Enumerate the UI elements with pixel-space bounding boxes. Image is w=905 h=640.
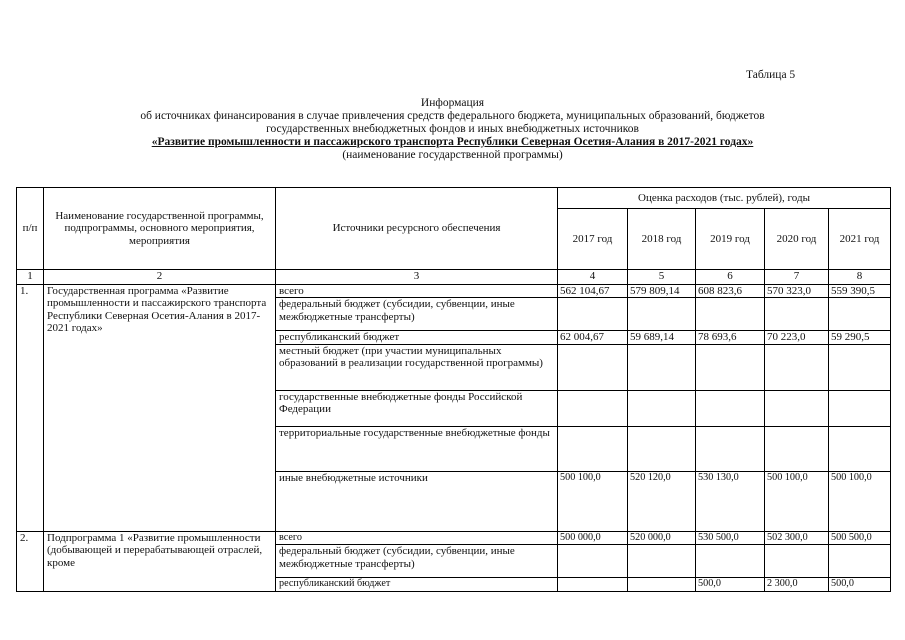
row-number: 2. xyxy=(17,531,44,591)
header-year: 2021 год xyxy=(829,209,891,270)
program-name-caption: (наименование государственной программы) xyxy=(342,149,563,161)
value-cell: 520 000,0 xyxy=(628,531,696,544)
source-cell: всего xyxy=(276,285,558,298)
value-cell: 500 000,0 xyxy=(558,531,628,544)
column-number: 5 xyxy=(628,270,696,285)
value-cell xyxy=(558,578,628,591)
value-cell xyxy=(696,344,765,390)
column-number: 4 xyxy=(558,270,628,285)
value-cell: 59 689,14 xyxy=(628,331,696,344)
value-cell: 579 809,14 xyxy=(628,285,696,298)
program-name: «Развитие промышленности и пассажирского транспорта Республики Северная Осетия-Алания в 2017-2021 годах» xyxy=(151,136,754,148)
value-cell xyxy=(628,390,696,426)
value-cell: 500,0 xyxy=(829,578,891,591)
value-cell xyxy=(765,390,829,426)
value-cell: 502 300,0 xyxy=(765,531,829,544)
row-number: 1. xyxy=(17,285,44,532)
source-cell: местный бюджет (при участии муниципальных образований в реализации государственной программы) xyxy=(276,344,558,390)
document-title: Информация xyxy=(420,97,485,109)
value-cell xyxy=(628,298,696,331)
header-row-1 xyxy=(17,188,891,209)
source-cell: иные внебюджетные источники xyxy=(276,471,558,531)
header-source: Источники ресурсного обеспечения xyxy=(276,188,558,270)
value-cell xyxy=(829,390,891,426)
financing-sources-table xyxy=(16,187,891,592)
column-number: 2 xyxy=(44,270,276,285)
value-cell xyxy=(829,426,891,471)
value-cell xyxy=(558,344,628,390)
value-cell: 559 390,5 xyxy=(829,285,891,298)
document-subtitle-line-2: государственных внебюджетных фондов и иных внебюджетных источников xyxy=(266,123,639,135)
value-cell: 500 100,0 xyxy=(765,471,829,531)
value-cell: 530 130,0 xyxy=(696,471,765,531)
value-cell xyxy=(696,426,765,471)
source-cell: республиканский бюджет xyxy=(276,578,558,591)
value-cell: 562 104,67 xyxy=(558,285,628,298)
subprogram-title: Подпрограмма 1 «Развитие промышленности (добывающей и перерабатывающей отраслей, кроме xyxy=(44,531,276,591)
value-cell xyxy=(628,545,696,578)
value-cell xyxy=(765,298,829,331)
program-title: Государственная программа «Развитие промышленности и пассажирского транспорта Республики Северная Осетия-Алания в 2017-2021 годах» xyxy=(44,285,276,532)
value-cell xyxy=(765,344,829,390)
source-cell: государственные внебюджетные фонды Российской Федерации xyxy=(276,390,558,426)
source-cell: всего xyxy=(276,531,558,544)
value-cell xyxy=(765,545,829,578)
value-cell: 608 823,6 xyxy=(696,285,765,298)
column-number: 8 xyxy=(829,270,891,285)
source-cell: республиканский бюджет xyxy=(276,331,558,344)
value-cell xyxy=(829,545,891,578)
value-cell xyxy=(628,578,696,591)
source-cell: федеральный бюджет (субсидии, субвенции, иные межбюджетные трансферты) xyxy=(276,545,558,578)
header-name: Наименование государственной программы, подпрограммы, основного мероприятия, мероприятия xyxy=(44,188,276,270)
value-cell: 520 120,0 xyxy=(628,471,696,531)
source-cell: территориальные государственные внебюджетные фонды xyxy=(276,426,558,471)
value-cell: 2 300,0 xyxy=(765,578,829,591)
value-cell xyxy=(696,545,765,578)
value-cell xyxy=(765,426,829,471)
table-row xyxy=(17,531,891,544)
value-cell: 59 290,5 xyxy=(829,331,891,344)
header-year: 2019 год xyxy=(696,209,765,270)
value-cell xyxy=(558,298,628,331)
header-year: 2018 год xyxy=(628,209,696,270)
value-cell: 500 100,0 xyxy=(829,471,891,531)
value-cell: 570 323,0 xyxy=(765,285,829,298)
value-cell xyxy=(558,545,628,578)
column-number: 6 xyxy=(696,270,765,285)
value-cell: 500,0 xyxy=(696,578,765,591)
source-cell: федеральный бюджет (субсидии, субвенции, иные межбюджетные трансферты) xyxy=(276,298,558,331)
value-cell: 62 004,67 xyxy=(558,331,628,344)
value-cell xyxy=(696,390,765,426)
value-cell xyxy=(558,390,628,426)
header-estimate: Оценка расходов (тыс. рублей), годы xyxy=(558,188,891,209)
column-number: 1 xyxy=(17,270,44,285)
column-number: 7 xyxy=(765,270,829,285)
header-num: п/п xyxy=(17,188,44,270)
value-cell xyxy=(558,426,628,471)
table-row xyxy=(17,285,891,298)
column-numbers-row xyxy=(17,270,891,285)
value-cell xyxy=(696,298,765,331)
value-cell xyxy=(829,344,891,390)
header-year: 2017 год xyxy=(558,209,628,270)
value-cell xyxy=(628,344,696,390)
header-year: 2020 год xyxy=(765,209,829,270)
value-cell: 500 100,0 xyxy=(558,471,628,531)
value-cell: 500 500,0 xyxy=(829,531,891,544)
value-cell xyxy=(829,298,891,331)
value-cell: 70 223,0 xyxy=(765,331,829,344)
table-number-label: Таблица 5 xyxy=(746,69,796,81)
value-cell: 78 693,6 xyxy=(696,331,765,344)
value-cell xyxy=(628,426,696,471)
column-number: 3 xyxy=(276,270,558,285)
document-subtitle-line-1: об источниках финансирования в случае привлечения средств федерального бюджета, муниципальных образований, бюджетов xyxy=(140,110,765,122)
value-cell: 530 500,0 xyxy=(696,531,765,544)
